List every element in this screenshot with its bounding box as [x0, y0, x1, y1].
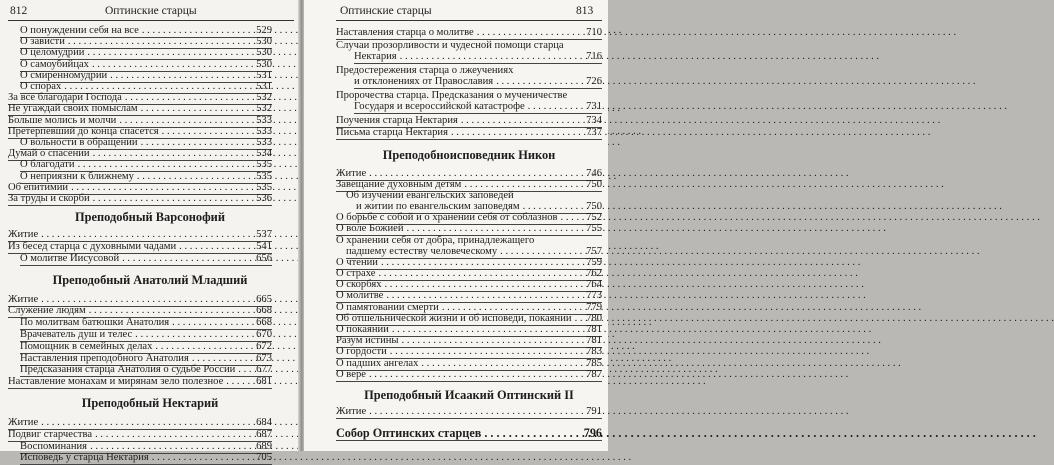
toc-entry-page: 716: [586, 51, 602, 62]
toc-leader-dots: [528, 101, 578, 113]
toc-leader-dots: [172, 317, 248, 329]
right-running-head: Оптинские старцы: [340, 5, 432, 17]
toc-entry-title: О покаянии: [336, 323, 389, 335]
toc-entry-title: Предостережения старца о лжеучениях: [336, 64, 514, 76]
toc-entry-title: падшему естеству человеческому: [346, 245, 498, 257]
toc-entry-page: 755: [586, 223, 602, 235]
toc-entry[interactable]: [354, 76, 602, 89]
toc-entry-title: и отклонениях от Православия: [354, 76, 494, 87]
toc-entry-page: 773: [586, 290, 602, 302]
toc-entry[interactable]: [8, 193, 272, 206]
toc-leader-dots: [575, 313, 578, 325]
right-header-rule: [336, 20, 602, 21]
left-page: [0, 0, 300, 464]
toc-entry-page: 759: [586, 256, 602, 268]
toc-leader-dots: [119, 115, 248, 127]
toc-entry-title: Воспоминания: [20, 440, 88, 452]
toc-entry-page: 534: [256, 148, 272, 160]
toc-entry-title: Случаи прозорливости и чудесной помощи старца: [336, 39, 564, 51]
toc-entry-title: Наставления преподобного Анатолия: [20, 352, 189, 364]
toc-leader-dots: [402, 335, 578, 347]
toc-entry-title: Служение людям: [8, 305, 86, 317]
toc-entry-title: О страхе: [336, 267, 376, 279]
toc-leader-dots: [93, 148, 248, 160]
toc-entry-page: 781: [586, 323, 602, 335]
section-heading: Преподобноисповедник Никон: [382, 147, 556, 162]
toc-entry-page: 668: [256, 317, 272, 329]
toc-leader-dots: [152, 452, 248, 464]
toc-entry-page: 757: [586, 245, 602, 257]
toc-entry-page: 672: [256, 340, 272, 352]
toc-leader-dots: [141, 103, 248, 115]
toc-entry-page: 535: [256, 159, 272, 171]
toc-entry-title: О вере: [336, 368, 366, 380]
toc-entry-title: и житии по евангельским заповедям: [356, 200, 520, 212]
toc-entry-title: Об отшельнической жизни и об исповеди, покаянии: [336, 312, 572, 324]
toc-entry-page: 673: [256, 352, 272, 364]
toc-leader-dots: [379, 268, 579, 280]
toc-entry-title: Государя и всероссийской катастрофе: [354, 101, 525, 112]
toc-entry-title: Врачеватель душ и телес: [20, 329, 133, 340]
toc-entry-title: Разум истины: [336, 335, 399, 347]
toc-entry-page: 764: [586, 279, 602, 291]
toc-leader-dots: [226, 376, 248, 388]
toc-leader-dots: [477, 27, 578, 39]
toc-entry-page: 531: [256, 69, 272, 81]
toc-entry-title: О вольности в обращении: [20, 137, 138, 148]
toc-leader-dots: [93, 193, 248, 205]
toc-entry[interactable]: [20, 452, 272, 465]
toc-entry-title: О падших ангелах: [336, 357, 419, 369]
toc-entry-page: 665: [256, 293, 272, 305]
toc-entry-page: 535: [256, 181, 272, 193]
toc-entry-title: Предсказания старца Анатолия о судьбе России: [20, 364, 236, 376]
toc-entry-title: Житие: [336, 167, 367, 179]
toc-entry-page: 726: [586, 76, 602, 87]
toc-entry-page: 537: [256, 229, 272, 241]
toc-entry-page: 752: [586, 212, 602, 224]
toc-entry-page: 781: [586, 335, 602, 347]
toc-leader-dots: [78, 159, 248, 171]
toc-leader-dots: [400, 51, 578, 63]
toc-entry[interactable]: [354, 101, 602, 114]
toc-leader-dots: [385, 279, 579, 291]
toc-entry-page: 541: [256, 241, 272, 252]
toc-entry-title: О целомудрии: [20, 47, 85, 59]
toc-entry-title: О памятовании смерти: [336, 301, 439, 313]
toc-entry-page: 530: [256, 36, 272, 48]
toc-entry-title: Нектария: [354, 51, 397, 62]
toc-leader-dots: [87, 47, 248, 59]
toc-entry-page: 737: [586, 127, 602, 138]
toc-entry[interactable]: [354, 51, 602, 64]
toc-leader-dots: [381, 257, 578, 269]
toc-leader-dots: [369, 369, 578, 381]
toc-leader-dots: [392, 324, 578, 336]
toc-entry-page: 681: [256, 376, 272, 388]
toc-leader-dots: [496, 76, 578, 88]
toc-entry-page: 783: [586, 346, 602, 358]
left-header-rule: [8, 20, 294, 21]
right-page-number: 813: [576, 5, 594, 17]
toc-entry-title: О неприязни к ближнему: [20, 170, 134, 182]
toc-leader-dots: [89, 305, 248, 317]
toc-entry-title: О воле Божией: [336, 223, 404, 235]
toc-entry-page: 533: [256, 114, 272, 126]
toc-entry-title: Наставление монахам и мирянам зело полезное: [8, 376, 224, 388]
toc-entry-title: О благодати: [20, 159, 75, 171]
toc-entry-title: За все благодари Господа: [8, 92, 122, 104]
toc-entry-title: Подвиг старчества: [8, 428, 93, 440]
toc-entry-page: 656: [256, 252, 272, 264]
toc-leader-dots: [484, 426, 574, 440]
toc-entry[interactable]: [8, 376, 272, 389]
toc-leader-dots: [369, 406, 578, 418]
toc-entry-page: 677: [256, 364, 272, 376]
toc-entry-title: Об изучении евангельских заповедей: [346, 189, 514, 201]
toc-leader-dots: [135, 329, 248, 341]
toc-entry-page: 689: [256, 440, 272, 452]
toc-leader-dots: [92, 59, 248, 71]
toc-entry-title: Житие: [8, 293, 39, 305]
toc-entry-title: О скорбях: [336, 279, 382, 291]
toc-entry-page: 529: [256, 25, 272, 36]
toc-entry-title: О зависти: [20, 36, 65, 48]
toc-entry-page: 670: [256, 329, 272, 340]
right-page: [304, 0, 608, 451]
toc-entry-title: О спорах: [20, 81, 62, 92]
toc-entry-page: 731: [586, 101, 602, 112]
toc-entry-title: Поучения старца Нектария: [336, 114, 458, 126]
toc-entry-page: 536: [256, 193, 272, 204]
toc-entry[interactable]: [20, 253, 272, 266]
toc-leader-dots: [64, 81, 248, 93]
toc-entry-page: 531: [256, 81, 272, 92]
toc-entry-title: О понуждении себя на все: [20, 25, 139, 36]
toc-entry-title: О молитве Иисусовой: [20, 252, 120, 264]
toc-leader-dots: [125, 92, 248, 104]
toc-entry-page: 687: [256, 428, 272, 440]
toc-leader-dots: [500, 246, 578, 258]
toc-entry[interactable]: [336, 115, 602, 128]
toc-entry-title: О молитве: [336, 290, 384, 302]
toc-entry-title: Помощник в семейных делах: [20, 340, 153, 352]
toc-entry-page: 710: [586, 27, 602, 38]
toc-entry[interactable]: [336, 426, 602, 441]
toc-entry[interactable]: [336, 369, 602, 382]
toc-entry-page: 530: [256, 47, 272, 59]
toc-entry-title: Претерпевший до конца спасется: [8, 125, 159, 137]
toc-entry-title: Пророчества старца. Предсказания о мученичестве: [336, 89, 568, 101]
toc-leader-dots: [386, 290, 578, 302]
toc-entry-page: 734: [586, 114, 602, 126]
left-page-number: 812: [10, 5, 28, 17]
toc-entry-title: Думай о спасении: [8, 148, 90, 160]
toc-entry-title: Житие: [8, 417, 39, 428]
toc-entry-page: 791: [586, 405, 602, 417]
toc-leader-dots: [561, 212, 578, 224]
toc-entry-title: Об епитимии: [8, 181, 69, 193]
section-heading: Преподобный Исаакий Оптинский II: [364, 387, 574, 402]
toc-entry-page: 746: [586, 167, 602, 179]
toc-entry-title: Наставления старца о молитве: [336, 27, 474, 38]
toc-entry-page: 532: [256, 92, 272, 104]
toc-leader-dots: [192, 353, 248, 365]
toc-entry-page: 684: [256, 417, 272, 428]
toc-entry-title: Житие: [8, 229, 39, 241]
toc-leader-dots: [390, 346, 578, 358]
toc-entry-page: 796: [583, 425, 602, 440]
section-heading: Преподобный Нектарий: [81, 396, 219, 410]
toc-entry-title: О смиренномудрии: [20, 69, 108, 81]
section-heading: Преподобный Анатолий Младший: [52, 272, 248, 287]
toc-entry[interactable]: [336, 127, 602, 140]
toc-leader-dots: [122, 253, 248, 265]
toc-leader-dots: [407, 223, 579, 235]
toc-entry[interactable]: [336, 406, 602, 419]
toc-entry-title: О борьбе с собой и о хранении себя от соблазнов: [336, 212, 558, 224]
toc-leader-dots: [141, 137, 248, 149]
toc-leader-dots: [68, 36, 248, 48]
toc-entry-title: О чтении: [336, 256, 378, 268]
toc-leader-dots: [238, 364, 248, 376]
toc-leader-dots: [142, 25, 248, 37]
toc-entry-page: 787: [586, 368, 602, 380]
toc-leader-dots: [461, 115, 578, 127]
toc-leader-dots: [451, 127, 578, 139]
toc-entry-title: Собор Оптинских старцев: [336, 425, 482, 440]
toc-entry-page: 780: [586, 312, 602, 324]
toc-entry-page: 532: [256, 103, 272, 115]
section-heading: Преподобный Варсонофий: [75, 210, 225, 225]
toc-leader-dots: [162, 126, 248, 138]
toc-entry-title: Из бесед старца с духовными чадами: [8, 241, 177, 252]
toc-entry-title: Исповедь у старца Нектария: [20, 452, 149, 464]
toc-entry-page: 750: [586, 200, 602, 212]
toc-entry-page: 762: [586, 267, 602, 279]
left-running-head: Оптинские старцы: [105, 5, 197, 17]
toc-entry-page: 533: [256, 125, 272, 137]
toc-entry-page: 750: [586, 178, 602, 190]
toc-leader-dots: [421, 358, 578, 370]
toc-entry-title: О самоубийцах: [20, 58, 89, 70]
toc-entry-title: Письма старца Нектария: [336, 127, 448, 138]
toc-leader-dots: [71, 182, 248, 194]
toc-entry-page: 530: [256, 58, 272, 70]
toc-entry-page: 533: [256, 137, 272, 148]
toc-entry[interactable]: [336, 27, 602, 40]
toc-entry-title: Житие: [336, 405, 367, 417]
toc-leader-dots: [179, 241, 248, 253]
toc-leader-dots: [464, 179, 578, 191]
toc-leader-dots: [41, 294, 248, 306]
toc-entry-page: 779: [586, 301, 602, 313]
toc-entry-title: О хранении себя от добра, принадлежащего: [336, 234, 535, 246]
toc-leader-dots: [369, 168, 578, 180]
toc-leader-dots: [110, 70, 248, 82]
toc-entry-page: 785: [586, 357, 602, 369]
toc-entry-title: Не угаждай своих помыслам: [8, 103, 138, 115]
toc-leader-dots: [523, 201, 578, 213]
toc-leader-dots: [90, 441, 248, 453]
toc-entry-title: За труды и скорби: [8, 193, 90, 204]
toc-leader-dots: [137, 171, 248, 183]
toc-entry-title: Больше молись и молчи: [8, 114, 117, 126]
toc-entry-title: О гордости: [336, 346, 387, 358]
toc-leader-dots: [155, 341, 248, 353]
toc-leader-dots: [41, 229, 248, 241]
toc-entry-page: 535: [256, 170, 272, 182]
toc-leader-dots: [95, 429, 248, 441]
toc-entry-title: По молитвам батюшки Анатолия: [20, 317, 170, 329]
toc-entry-title: Завещание духовным детям: [336, 178, 462, 190]
toc-entry-page: 668: [256, 305, 272, 317]
toc-leader-dots: [442, 302, 578, 314]
toc-entry-page: 705: [256, 452, 272, 464]
toc-leader-dots: [41, 417, 248, 429]
